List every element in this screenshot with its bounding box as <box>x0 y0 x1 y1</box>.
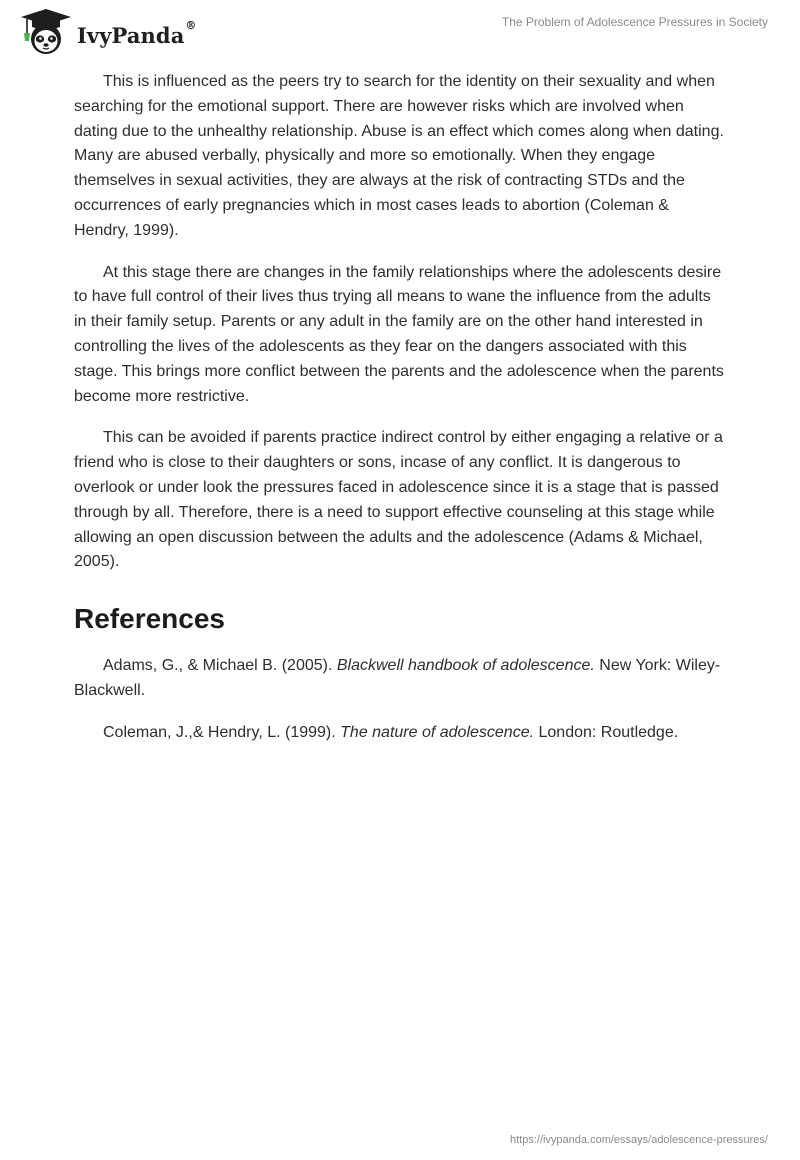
reference-publisher: New York: Wiley-Blackwell. <box>74 657 721 699</box>
ivypanda-logo[interactable] <box>15 8 197 56</box>
reference-title: Blackwell handbook of adolescence. <box>336 657 595 675</box>
references-heading: References <box>74 603 225 635</box>
reference-title: The nature of adolescence. <box>340 723 535 741</box>
reference-entry <box>74 721 726 746</box>
logo-wordmark <box>77 18 197 48</box>
registered-mark: ® <box>185 18 197 32</box>
source-url-link[interactable]: https://ivypanda.com/essays/adolescence-pressures/ <box>509 1134 768 1146</box>
essay-content <box>74 70 726 763</box>
reference-authors: Adams, G., & Michael B. (2005). <box>103 657 337 675</box>
running-title: The Problem of Adolescence Pressures in Society <box>501 15 768 29</box>
reference-entry <box>74 654 726 704</box>
body-paragraph: This is influenced as the peers try to search for the identity on their sexuality and when searching for the emotional support. There are however risks which are involved when dating due to the unhealthy relationship. Abuse is an effect which comes along when dating. Many are abused verbally, physically and more so emotionally. When they engage themselves in sexual activities, they are always at the risk of contracting STDs and the occurrences of early pregnancies which in most cases leads to abortion (Coleman & Hendry, 1999). <box>74 73 724 239</box>
panda-graduate-icon <box>15 8 73 56</box>
body-paragraph: This can be avoided if parents practice indirect control by either engaging a relative or a friend who is close to their daughters or sons, incase of any conflict. It is dangerous to overlook or under look the pressures faced in adolescence since it is a stage that is passed through by all. Therefore, there is a need to support effective counseling at this stage while allowing an open discussion between the adults and the adolescence (Adams & Michael, 2005). <box>74 429 723 571</box>
body-paragraph: At this stage there are changes in the family relationships where the adolescents desire to have full control of their lives thus trying all means to wane the influence from the adults in their family setup. Parents or any adult in the family are on the other hand interested in controlling the lives of the adolescents as they fear on the dangers associated with this stage. This brings more conflict between the parents and the adolescence when the parents become more restrictive. <box>74 263 724 405</box>
logo-name: IvyPanda <box>77 22 185 48</box>
reference-authors: Coleman, J.,& Hendry, L. (1999). <box>103 723 341 741</box>
page-header <box>0 0 800 60</box>
reference-publisher: London: Routledge. <box>534 723 679 741</box>
